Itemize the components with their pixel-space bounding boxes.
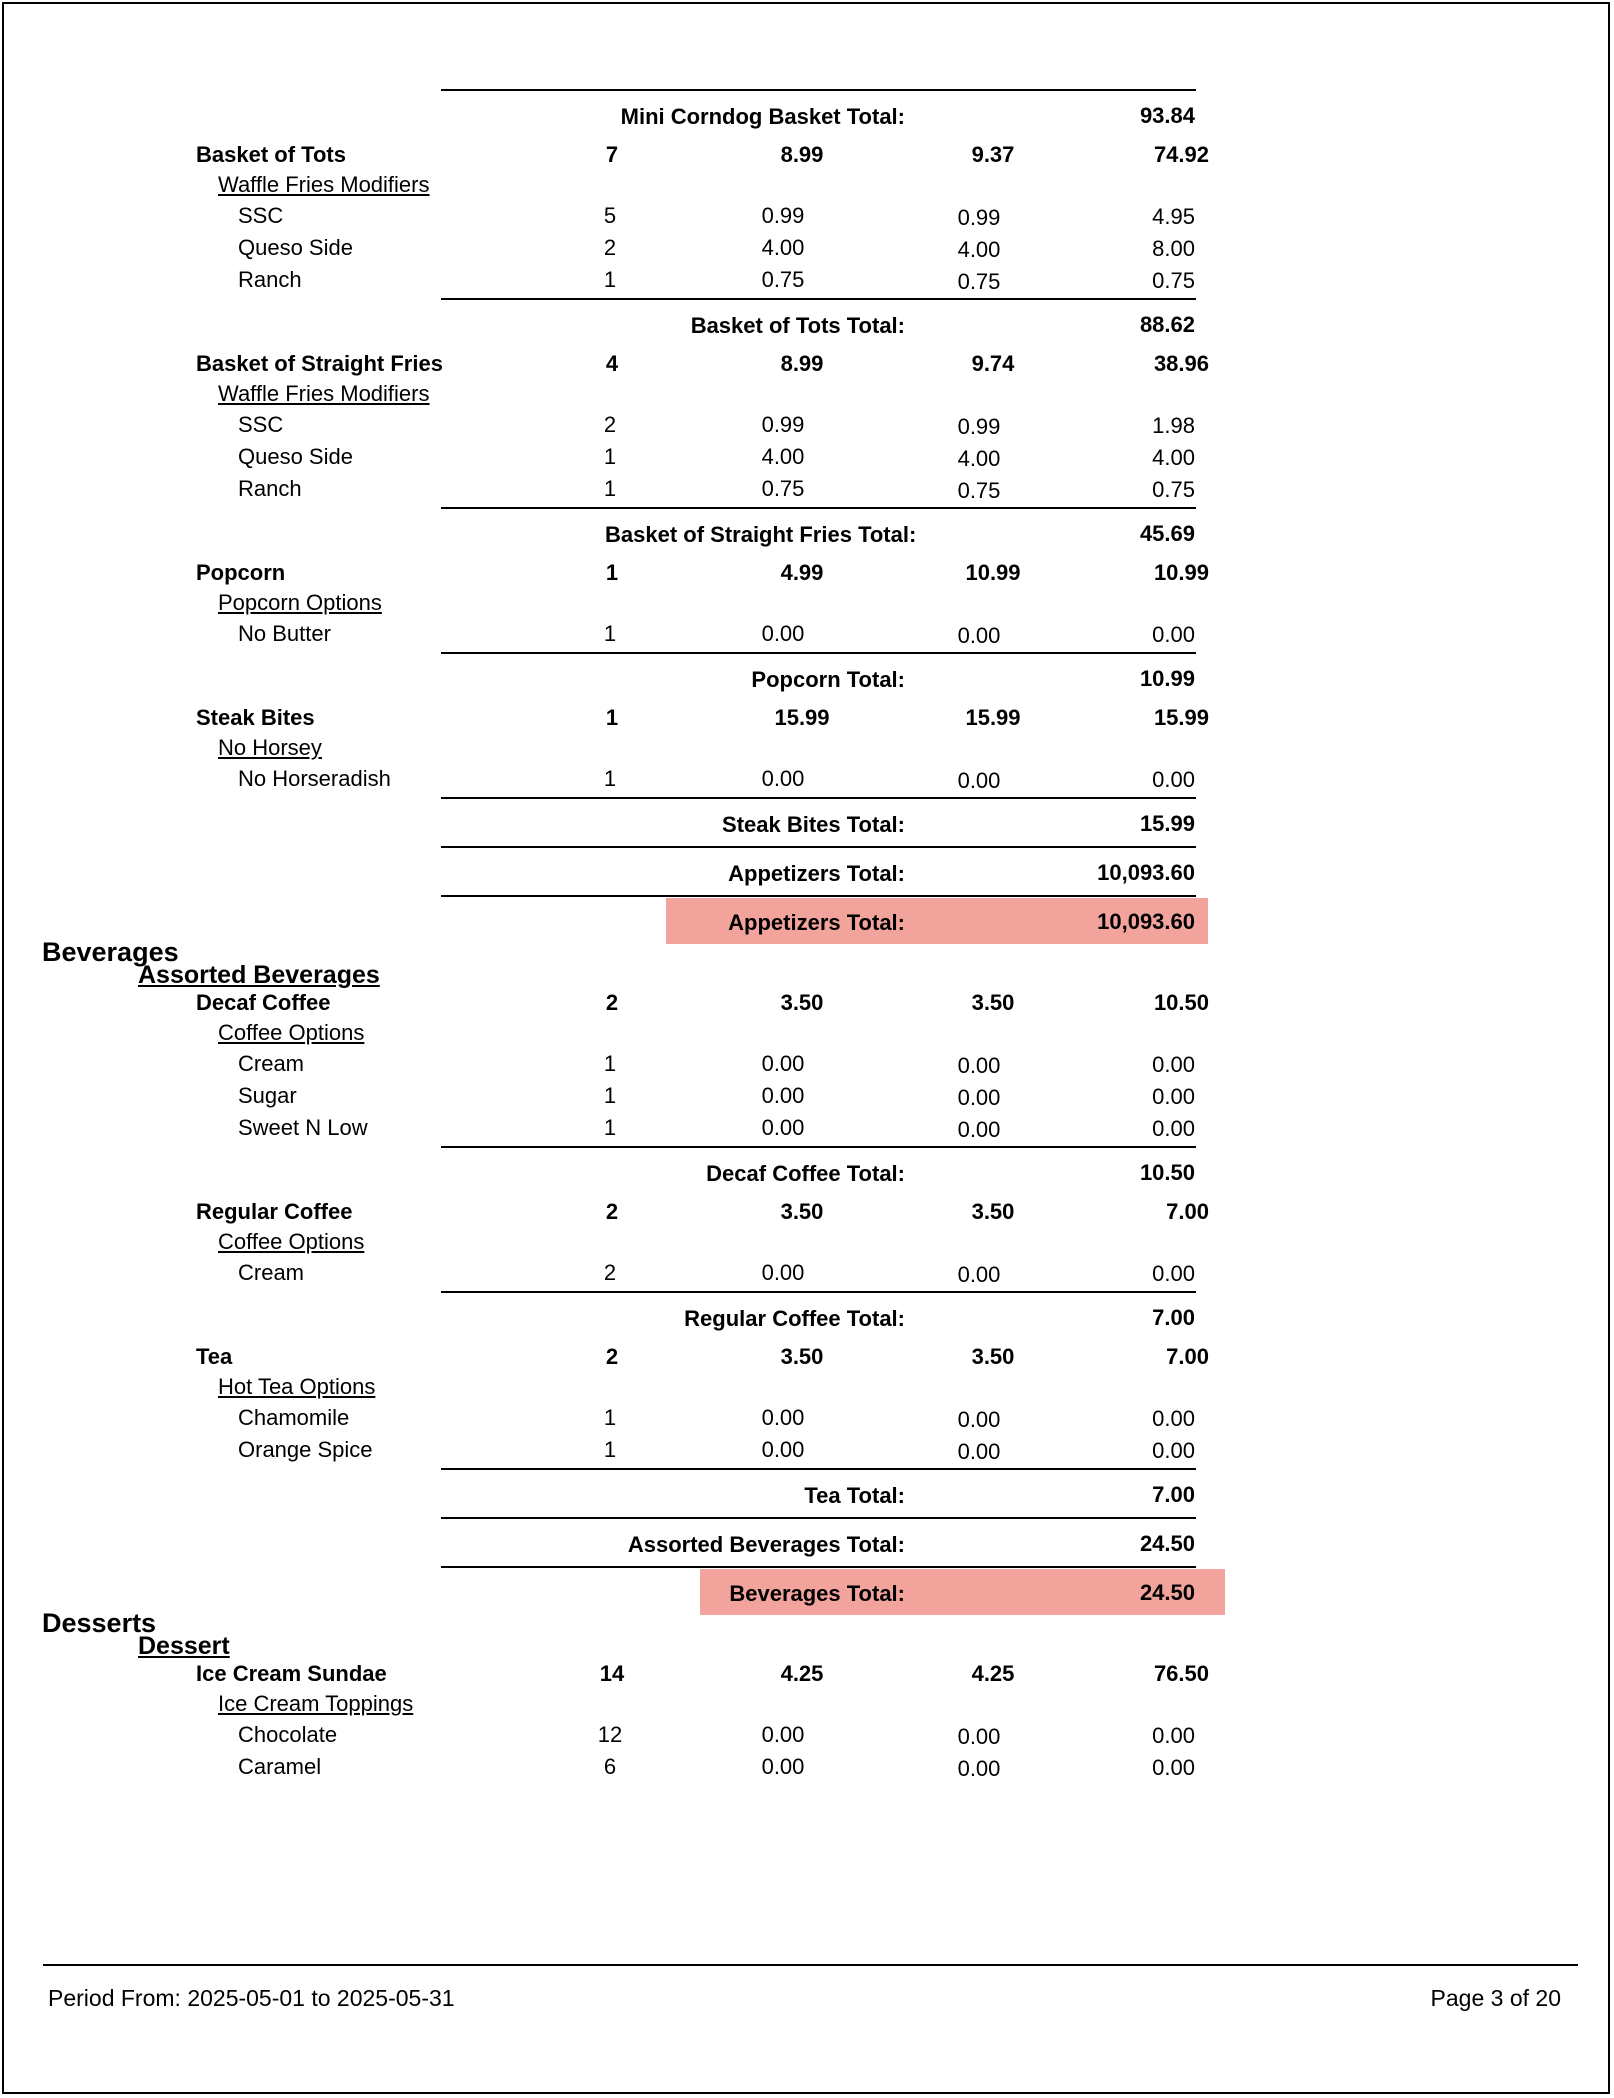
modifier-avg-price: 4.00 bbox=[957, 237, 1001, 262]
modifier-amount: 0.00 bbox=[1152, 1084, 1195, 1109]
modifier-qty: 1 bbox=[603, 1115, 617, 1140]
modifier-price: 0.75 bbox=[761, 267, 805, 292]
modifier-name: Queso Side bbox=[238, 444, 353, 469]
item-avg-price: 4.25 bbox=[971, 1661, 1015, 1686]
modifier-price: 4.00 bbox=[761, 444, 805, 469]
subtotal-label: Popcorn Total: bbox=[751, 667, 905, 692]
modifier-avg-price: 0.00 bbox=[957, 1407, 1001, 1432]
modifier-name: SSC bbox=[238, 412, 284, 437]
modifier-amount: 4.00 bbox=[1152, 445, 1195, 470]
modifier-qty: 1 bbox=[603, 444, 617, 469]
modifier-avg-price: 0.00 bbox=[957, 623, 1001, 648]
subtotal-label: Decaf Coffee Total: bbox=[706, 1161, 905, 1186]
item-price: 3.50 bbox=[780, 1344, 824, 1369]
subtotal-label: Regular Coffee Total: bbox=[684, 1306, 905, 1331]
modifier-avg-price: 0.00 bbox=[957, 768, 1001, 793]
modifier-price: 0.00 bbox=[761, 1437, 805, 1462]
modifier-name: Queso Side bbox=[238, 235, 353, 260]
subtotal-label: Steak Bites Total: bbox=[722, 812, 905, 837]
subtotal-amount: 24.50 bbox=[1139, 1531, 1195, 1556]
item-avg-price: 3.50 bbox=[971, 1344, 1015, 1369]
modifier-qty: 1 bbox=[603, 267, 617, 292]
modifier-qty: 2 bbox=[603, 412, 617, 437]
modifier-amount: 0.00 bbox=[1152, 1116, 1195, 1141]
modifier-price: 4.00 bbox=[761, 235, 805, 260]
modifier-amount: 4.95 bbox=[1152, 204, 1195, 229]
modifier-group: Coffee Options bbox=[218, 1020, 365, 1045]
modifier-qty: 1 bbox=[603, 766, 617, 791]
category-heading: Desserts bbox=[42, 1608, 157, 1638]
modifier-price: 0.00 bbox=[761, 1115, 805, 1140]
modifier-amount: 0.00 bbox=[1152, 1755, 1195, 1780]
period-range: Period From: 2025-05-01 to 2025-05-31 bbox=[48, 1985, 455, 2011]
modifier-qty: 1 bbox=[603, 1051, 617, 1076]
item-amount: 7.00 bbox=[1166, 1344, 1209, 1369]
item-name: Decaf Coffee bbox=[196, 990, 331, 1015]
subtotal-amount: 88.62 bbox=[1139, 312, 1195, 337]
modifier-name: Ranch bbox=[238, 267, 302, 292]
total-divider bbox=[441, 652, 1196, 654]
subtotal-label: Mini Corndog Basket Total: bbox=[620, 104, 905, 129]
modifier-price: 0.75 bbox=[761, 476, 805, 501]
item-amount: 38.96 bbox=[1153, 351, 1209, 376]
total-divider bbox=[441, 1468, 1196, 1470]
modifier-name: Caramel bbox=[238, 1754, 322, 1779]
subtotal-amount: 10.99 bbox=[1139, 666, 1195, 691]
modifier-name: Sugar bbox=[238, 1083, 297, 1108]
modifier-amount: 1.98 bbox=[1152, 413, 1195, 438]
modifier-avg-price: 0.00 bbox=[957, 1117, 1001, 1142]
modifier-qty: 1 bbox=[603, 1083, 617, 1108]
subtotal-label: Basket of Straight Fries Total: bbox=[605, 522, 917, 547]
item-qty: 2 bbox=[605, 1199, 619, 1224]
modifier-qty: 1 bbox=[603, 621, 617, 646]
modifier-name: No Horseradish bbox=[238, 766, 391, 791]
category-total-amount: 24.50 bbox=[1139, 1580, 1195, 1605]
item-amount: 76.50 bbox=[1153, 1661, 1209, 1686]
modifier-avg-price: 4.00 bbox=[957, 446, 1001, 471]
modifier-price: 0.00 bbox=[761, 1405, 805, 1430]
modifier-amount: 0.00 bbox=[1152, 1438, 1195, 1463]
modifier-group: Ice Cream Toppings bbox=[218, 1691, 414, 1716]
modifier-name: Orange Spice bbox=[238, 1437, 373, 1462]
total-divider bbox=[441, 507, 1196, 509]
item-avg-price: 3.50 bbox=[971, 990, 1015, 1015]
subtotal-label: Tea Total: bbox=[804, 1483, 905, 1508]
total-divider bbox=[441, 846, 1196, 848]
item-avg-price: 15.99 bbox=[965, 705, 1021, 730]
item-qty: 14 bbox=[599, 1661, 625, 1686]
modifier-price: 0.00 bbox=[761, 1754, 805, 1779]
item-name: Ice Cream Sundae bbox=[196, 1661, 387, 1686]
item-avg-price: 10.99 bbox=[965, 560, 1021, 585]
modifier-qty: 12 bbox=[597, 1722, 623, 1747]
modifier-avg-price: 0.00 bbox=[957, 1262, 1001, 1287]
item-amount: 10.99 bbox=[1153, 560, 1209, 585]
modifier-name: SSC bbox=[238, 203, 284, 228]
item-avg-price: 9.74 bbox=[971, 351, 1015, 376]
modifier-group: Waffle Fries Modifiers bbox=[218, 381, 430, 406]
group-heading: Dessert bbox=[138, 1632, 230, 1660]
modifier-name: Cream bbox=[238, 1051, 305, 1076]
modifier-qty: 2 bbox=[603, 235, 617, 260]
item-price: 3.50 bbox=[780, 990, 824, 1015]
item-amount: 15.99 bbox=[1153, 705, 1209, 730]
subtotal-amount: 10.50 bbox=[1139, 1160, 1195, 1185]
modifier-price: 0.99 bbox=[761, 412, 805, 437]
modifier-qty: 1 bbox=[603, 1405, 617, 1430]
subtotal-amount: 7.00 bbox=[1152, 1305, 1195, 1330]
modifier-price: 0.00 bbox=[761, 1722, 805, 1747]
modifier-amount: 0.00 bbox=[1152, 1261, 1195, 1286]
item-amount: 7.00 bbox=[1166, 1199, 1209, 1224]
modifier-qty: 6 bbox=[603, 1754, 617, 1779]
item-avg-price: 9.37 bbox=[971, 142, 1015, 167]
subtotal-label: Assorted Beverages Total: bbox=[627, 1532, 905, 1557]
item-qty: 7 bbox=[605, 142, 619, 167]
modifier-avg-price: 0.00 bbox=[957, 1053, 1001, 1078]
modifier-avg-price: 0.00 bbox=[957, 1439, 1001, 1464]
item-name: Steak Bites bbox=[196, 705, 315, 730]
subtotal-label: Appetizers Total: bbox=[728, 861, 905, 886]
subtotal-amount: 93.84 bbox=[1139, 103, 1195, 128]
item-name: Basket of Straight Fries bbox=[196, 351, 443, 376]
modifier-group: Waffle Fries Modifiers bbox=[218, 172, 430, 197]
modifier-amount: 0.75 bbox=[1152, 268, 1195, 293]
modifier-group: Hot Tea Options bbox=[218, 1374, 376, 1399]
item-price: 3.50 bbox=[780, 1199, 824, 1224]
modifier-name: Chocolate bbox=[238, 1722, 338, 1747]
modifier-avg-price: 0.99 bbox=[957, 205, 1001, 230]
total-divider bbox=[441, 298, 1196, 300]
modifier-avg-price: 0.00 bbox=[957, 1085, 1001, 1110]
subtotal-amount: 45.69 bbox=[1139, 521, 1195, 546]
item-qty: 1 bbox=[605, 560, 619, 585]
modifier-avg-price: 0.00 bbox=[957, 1724, 1001, 1749]
modifier-amount: 0.00 bbox=[1152, 1723, 1195, 1748]
modifier-price: 0.00 bbox=[761, 621, 805, 646]
group-heading: Assorted Beverages bbox=[138, 961, 380, 989]
modifier-avg-price: 0.99 bbox=[957, 414, 1001, 439]
modifier-qty: 5 bbox=[603, 203, 617, 228]
modifier-price: 0.00 bbox=[761, 1083, 805, 1108]
item-name: Regular Coffee bbox=[196, 1199, 353, 1224]
modifier-qty: 2 bbox=[603, 1260, 617, 1285]
item-name: Popcorn bbox=[196, 560, 286, 585]
modifier-avg-price: 0.00 bbox=[957, 1756, 1001, 1781]
modifier-price: 0.00 bbox=[761, 1051, 805, 1076]
modifier-amount: 0.75 bbox=[1152, 477, 1195, 502]
modifier-amount: 0.00 bbox=[1152, 1406, 1195, 1431]
total-divider bbox=[441, 1517, 1196, 1519]
modifier-price: 0.00 bbox=[761, 1260, 805, 1285]
total-divider bbox=[441, 797, 1196, 799]
item-qty: 2 bbox=[605, 990, 619, 1015]
category-total-label: Appetizers Total: bbox=[728, 910, 905, 935]
modifier-price: 0.99 bbox=[761, 203, 805, 228]
modifier-amount: 0.00 bbox=[1152, 622, 1195, 647]
category-heading: Beverages bbox=[42, 937, 179, 967]
modifier-name: No Butter bbox=[238, 621, 331, 646]
item-qty: 4 bbox=[605, 351, 619, 376]
subtotal-amount: 7.00 bbox=[1152, 1482, 1195, 1507]
footer-divider bbox=[43, 1964, 1578, 1966]
modifier-name: Ranch bbox=[238, 476, 302, 501]
subtotal-label: Basket of Tots Total: bbox=[690, 313, 905, 338]
modifier-group: No Horsey bbox=[218, 735, 322, 760]
category-total-amount: 10,093.60 bbox=[1097, 909, 1195, 934]
item-qty: 1 bbox=[605, 705, 619, 730]
item-name: Basket of Tots bbox=[196, 142, 346, 167]
subtotal-amount: 10,093.60 bbox=[1097, 860, 1195, 885]
category-total-label: Beverages Total: bbox=[729, 1581, 905, 1606]
item-amount: 10.50 bbox=[1153, 990, 1209, 1015]
item-price: 8.99 bbox=[780, 351, 824, 376]
total-divider bbox=[441, 89, 1196, 91]
total-divider bbox=[441, 895, 1196, 897]
modifier-name: Sweet N Low bbox=[238, 1115, 368, 1140]
item-price: 15.99 bbox=[774, 705, 830, 730]
total-divider bbox=[441, 1566, 1196, 1568]
modifier-group: Popcorn Options bbox=[218, 590, 382, 615]
item-price: 8.99 bbox=[780, 142, 824, 167]
item-qty: 2 bbox=[605, 1344, 619, 1369]
modifier-price: 0.00 bbox=[761, 766, 805, 791]
modifier-amount: 8.00 bbox=[1152, 236, 1195, 261]
subtotal-amount: 15.99 bbox=[1139, 811, 1195, 836]
total-divider bbox=[441, 1146, 1196, 1148]
modifier-avg-price: 0.75 bbox=[957, 269, 1001, 294]
modifier-amount: 0.00 bbox=[1152, 1052, 1195, 1077]
modifier-name: Cream bbox=[238, 1260, 305, 1285]
modifier-group: Coffee Options bbox=[218, 1229, 365, 1254]
modifier-amount: 0.00 bbox=[1152, 767, 1195, 792]
item-price: 4.25 bbox=[780, 1661, 824, 1686]
item-name: Tea bbox=[196, 1344, 233, 1369]
page-number: Page 3 of 20 bbox=[1430, 1985, 1561, 2011]
modifier-qty: 1 bbox=[603, 1437, 617, 1462]
modifier-avg-price: 0.75 bbox=[957, 478, 1001, 503]
total-divider bbox=[441, 1291, 1196, 1293]
modifier-qty: 1 bbox=[603, 476, 617, 501]
item-amount: 74.92 bbox=[1153, 142, 1209, 167]
item-avg-price: 3.50 bbox=[971, 1199, 1015, 1224]
modifier-name: Chamomile bbox=[238, 1405, 350, 1430]
item-price: 4.99 bbox=[780, 560, 824, 585]
